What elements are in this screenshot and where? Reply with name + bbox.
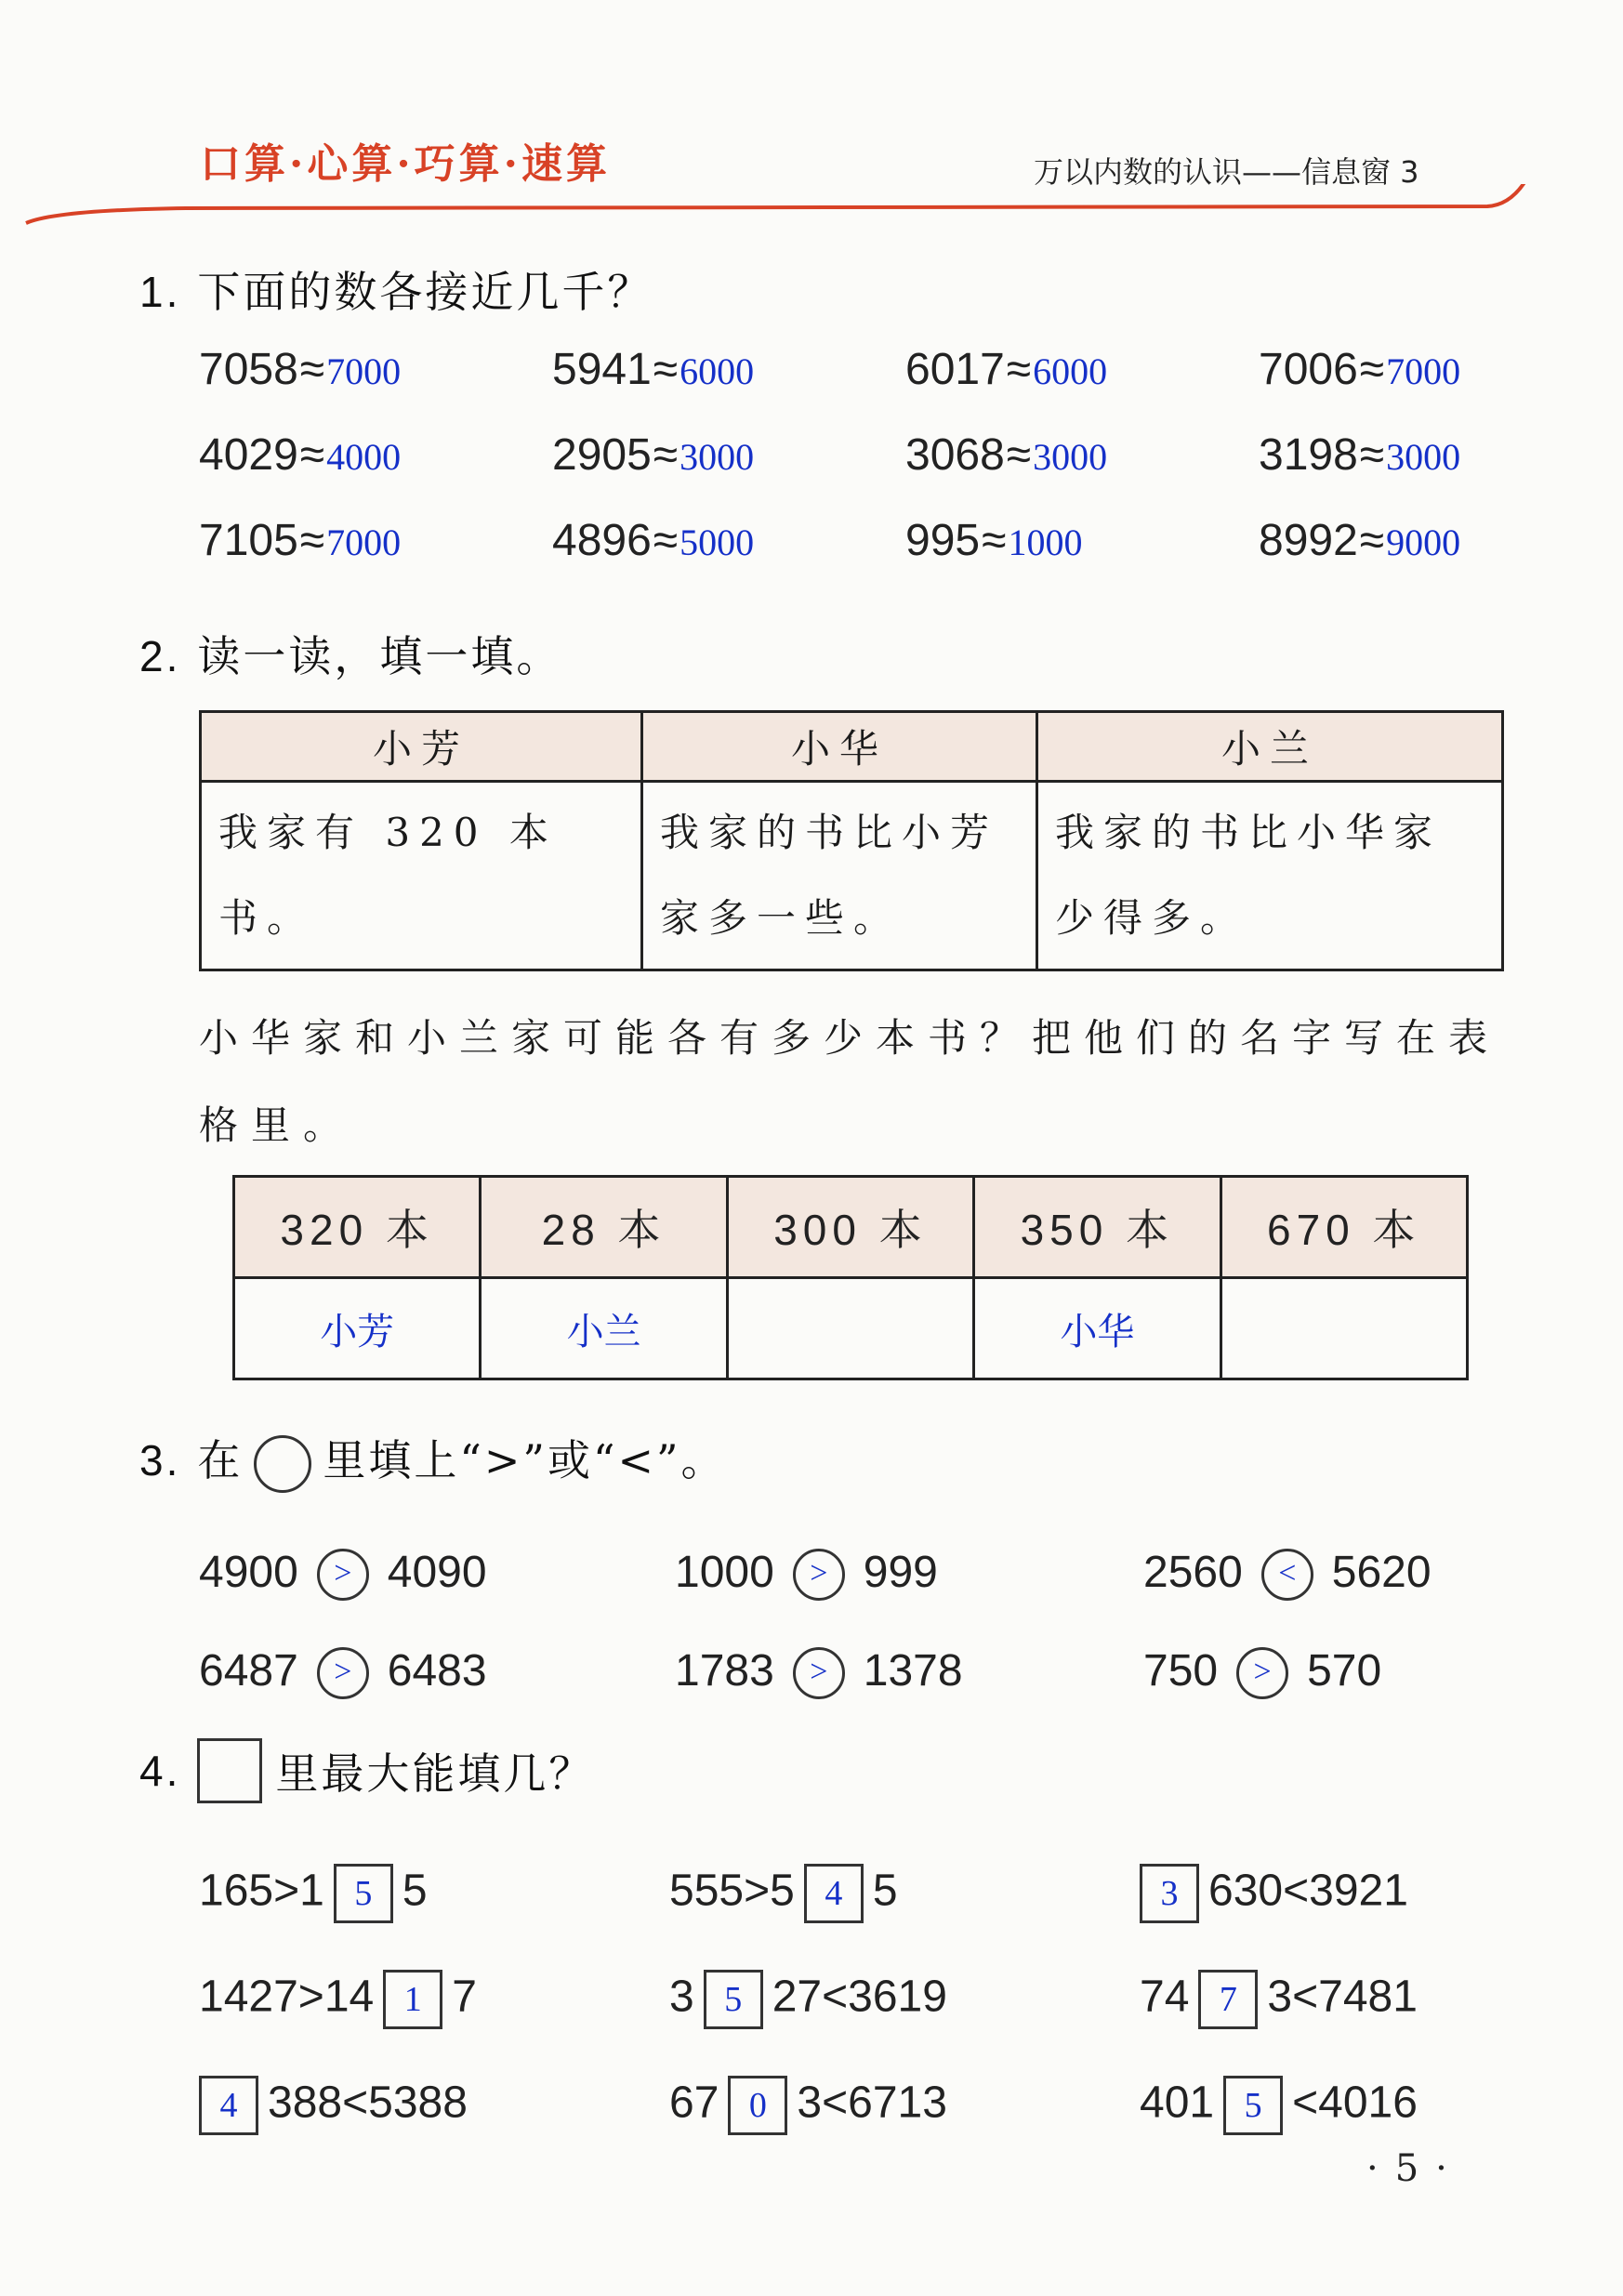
question-1-grid bbox=[199, 344, 1519, 600]
digit-item: 3 630<3921 bbox=[1140, 1864, 1408, 1923]
compare-circle[interactable]: < bbox=[1261, 1549, 1313, 1601]
digit-box[interactable]: 5 bbox=[1223, 2076, 1283, 2135]
answer-cell[interactable]: 小芳 bbox=[234, 1278, 481, 1379]
approx-item: 995≈1000 bbox=[905, 516, 1083, 565]
digit-box[interactable]: 4 bbox=[199, 2076, 258, 2135]
compare-circle[interactable]: > bbox=[793, 1549, 845, 1601]
table-header: 670 本 bbox=[1221, 1177, 1467, 1278]
answer-cell[interactable] bbox=[1221, 1278, 1467, 1379]
digit-item: 401 5 <4016 bbox=[1140, 2076, 1418, 2135]
approx-item: 8992≈9000 bbox=[1259, 516, 1461, 565]
compare-circle[interactable]: > bbox=[793, 1647, 845, 1699]
answer-cell[interactable] bbox=[727, 1278, 973, 1379]
approx-item: 4896≈5000 bbox=[552, 516, 755, 565]
table-cell: 我家的书比小芳家多一些。 bbox=[642, 782, 1037, 970]
digit-item: 67 0 3<6713 bbox=[669, 2076, 1140, 2135]
header-divider bbox=[0, 184, 1623, 249]
circle-icon bbox=[254, 1435, 311, 1493]
digit-item: 555>5 4 5 bbox=[669, 1864, 1140, 1923]
compare-item: 750 > 570 bbox=[1143, 1645, 1381, 1699]
approx-item: 7006≈7000 bbox=[1259, 345, 1461, 394]
question-2-text: 小华家和小兰家可能各有多少本书？把他们的名字写在表格里。 bbox=[199, 1015, 1501, 1148]
approx-item: 7105≈7000 bbox=[199, 516, 402, 565]
compare-circle[interactable]: > bbox=[317, 1647, 369, 1699]
question-3-grid bbox=[199, 1524, 1519, 1722]
digit-item: 74 7 3<7481 bbox=[1140, 1970, 1418, 2029]
digit-box[interactable]: 5 bbox=[704, 1970, 763, 2029]
compare-item: 1000 > 999 bbox=[675, 1547, 1143, 1601]
approx-item: 2905≈3000 bbox=[552, 430, 755, 480]
digit-item: 4 388<5388 bbox=[199, 2076, 669, 2135]
question-4-grid bbox=[199, 1841, 1519, 2158]
question-4-title: 4. 里最大能填几？ bbox=[139, 1738, 594, 1803]
compare-item: 1783 > 1378 bbox=[675, 1645, 1143, 1699]
approx-item: 6017≈6000 bbox=[905, 345, 1108, 394]
approx-item: 4029≈4000 bbox=[199, 430, 402, 480]
digit-item: 3 5 27<3619 bbox=[669, 1970, 1140, 2029]
digit-item: 165>1 5 5 bbox=[199, 1864, 669, 1923]
compare-item: 4900 > 4090 bbox=[199, 1547, 675, 1601]
answer-cell[interactable]: 小兰 bbox=[481, 1278, 727, 1379]
approx-item: 5941≈6000 bbox=[552, 345, 755, 394]
answer-cell[interactable]: 小华 bbox=[974, 1278, 1221, 1379]
table-header: 320 本 bbox=[234, 1177, 481, 1278]
digit-box[interactable]: 4 bbox=[804, 1864, 864, 1923]
digit-item: 1427>14 1 7 bbox=[199, 1970, 669, 2029]
table-header: 小芳 bbox=[201, 712, 642, 782]
compare-circle[interactable]: > bbox=[317, 1549, 369, 1601]
question-2-title: 2. 读一读，填一填。 bbox=[139, 631, 562, 681]
table-header: 小华 bbox=[642, 712, 1037, 782]
table-header: 小兰 bbox=[1037, 712, 1503, 782]
section-title: 万以内数的认识——信息窗 3 bbox=[1034, 154, 1419, 190]
approx-item: 3068≈3000 bbox=[905, 430, 1108, 480]
page-number: ·5· bbox=[1366, 2147, 1464, 2190]
digit-box[interactable]: 3 bbox=[1140, 1864, 1199, 1923]
table-cell: 我家有 320 本书。 bbox=[201, 782, 642, 970]
table-header: 28 本 bbox=[481, 1177, 727, 1278]
compare-circle[interactable]: > bbox=[1236, 1647, 1288, 1699]
digit-box[interactable]: 1 bbox=[383, 1970, 442, 2029]
box-icon bbox=[197, 1738, 262, 1803]
answer-table bbox=[232, 1175, 1469, 1380]
info-table bbox=[199, 710, 1504, 971]
digit-box[interactable]: 7 bbox=[1198, 1970, 1258, 2029]
digit-box[interactable]: 5 bbox=[334, 1864, 393, 1923]
digit-box[interactable]: 0 bbox=[728, 2076, 787, 2135]
table-header: 300 本 bbox=[727, 1177, 973, 1278]
question-1-title: 1. 下面的数各接近几千？ bbox=[139, 267, 653, 317]
table-cell: 我家的书比小华家少得多。 bbox=[1037, 782, 1503, 970]
approx-item: 7058≈7000 bbox=[199, 345, 402, 394]
header-title: 口算·心算·巧算·速算 bbox=[200, 140, 611, 188]
compare-item: 6487 > 6483 bbox=[199, 1645, 675, 1699]
compare-item: 2560 < 5620 bbox=[1143, 1547, 1432, 1601]
table-header: 350 本 bbox=[974, 1177, 1221, 1278]
question-3-title: 3. 在 里填上“>”或“<”。 bbox=[139, 1427, 727, 1493]
approx-item: 3198≈3000 bbox=[1259, 430, 1461, 480]
